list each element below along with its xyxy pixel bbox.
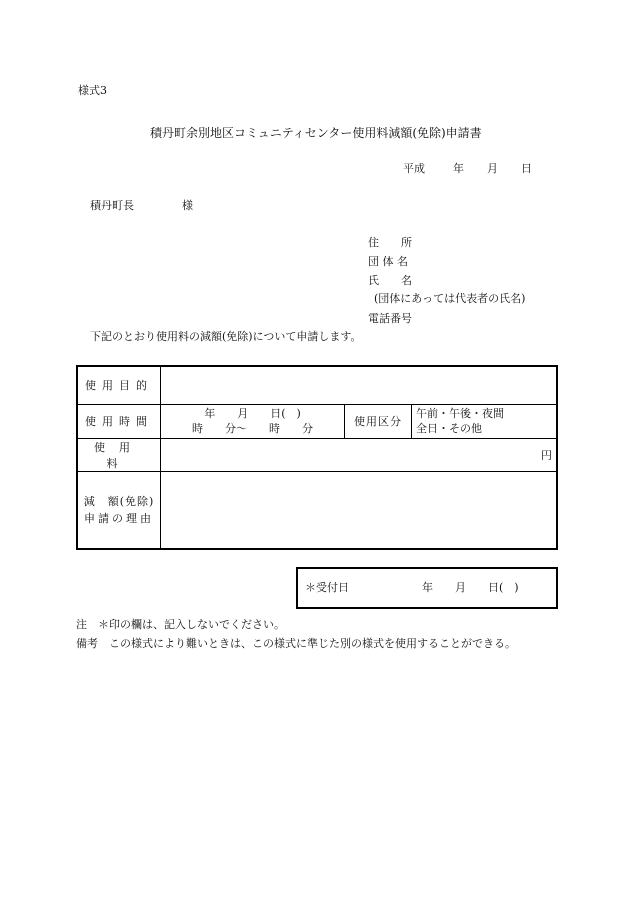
fee-row [77, 438, 557, 471]
time-range-line: 時 分〜 時 分 [192, 422, 313, 435]
intro-text: 下記のとおり使用料の減額(免除)について申請します。 [90, 330, 362, 343]
remark-text: 備考 この様式により難いときは、この様式に準じた別の様式を使用することができる。 [76, 637, 516, 650]
purpose-row [77, 366, 557, 404]
category-field[interactable] [412, 404, 558, 438]
category-options-2: 全日・その他 [416, 422, 482, 435]
time-field[interactable] [161, 404, 345, 438]
purpose-label: 使用目的 [77, 366, 161, 404]
date-day: 日 [521, 162, 532, 175]
receipt-label: ＊受付日 [305, 581, 349, 594]
date-year: 年 [453, 162, 464, 175]
time-date-line: 年 月 日( ) [204, 407, 301, 420]
reason-label-line1: 減 額(免除) [83, 494, 155, 508]
applicant-phone-label: 電話番号 [368, 312, 412, 325]
fee-field[interactable] [161, 438, 558, 471]
time-label: 使用時間 [77, 404, 161, 438]
application-table [76, 365, 558, 550]
applicant-organization-label: 団 体 名 [368, 255, 408, 268]
addressee-name: 積丹町長 [90, 199, 134, 212]
reason-field[interactable] [161, 471, 558, 549]
category-options-1: 午前・午後・夜間 [416, 407, 504, 420]
receipt-box [296, 567, 558, 609]
reason-label-line2: 申請の理由 [84, 511, 154, 525]
applicant-name-label: 氏 名 [368, 274, 412, 287]
time-row [77, 404, 557, 438]
date-month: 月 [487, 162, 498, 175]
reason-row [77, 471, 557, 549]
note-text: 注 ＊印の欄は、記入しないでください。 [76, 618, 285, 631]
document-title: 積丹町余別地区コミュニティセンター使用料減額(免除)申請書 [150, 126, 482, 140]
form-number: 様式3 [78, 84, 107, 97]
representative-note: (団体にあっては代表者の氏名) [374, 292, 526, 305]
category-label: 使用区分 [345, 404, 412, 438]
receipt-date: 年 月 日( ) [422, 581, 519, 594]
fee-unit: 円 [541, 448, 552, 462]
addressee-honorific: 様 [182, 199, 193, 212]
date-era: 平成 [403, 162, 425, 175]
applicant-address-label: 住 所 [368, 236, 412, 249]
purpose-field[interactable] [161, 366, 558, 404]
fee-label: 使用料 [77, 438, 161, 471]
reason-label [77, 471, 161, 549]
